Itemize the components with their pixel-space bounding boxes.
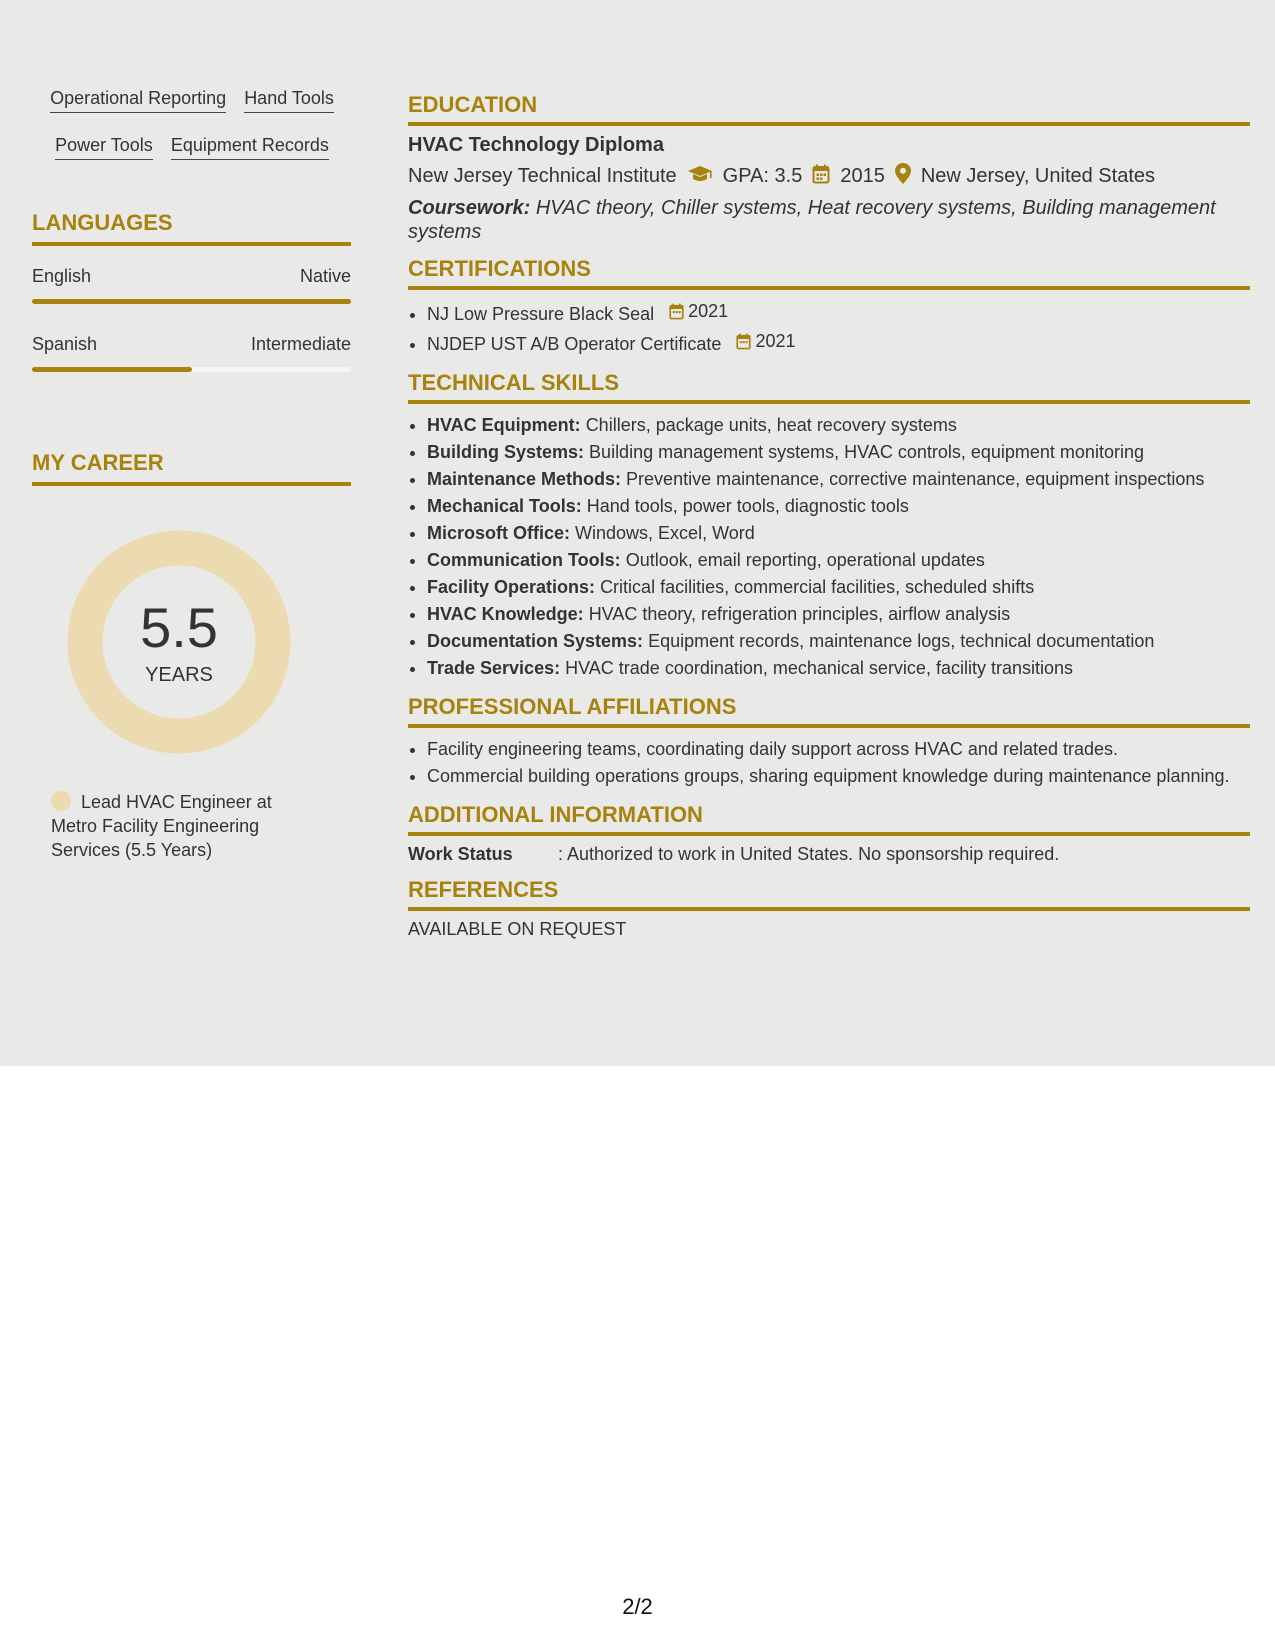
gpa: GPA: 3.5 xyxy=(722,165,803,187)
career-years-unit: YEARS xyxy=(145,664,213,686)
skill-text: Preventive maintenance, corrective maintenance, equipment inspections xyxy=(626,469,1205,489)
degree-title: HVAC Technology Diploma xyxy=(408,134,664,156)
certification-item xyxy=(427,298,1250,328)
skill-tag: Power Tools xyxy=(55,135,153,160)
technical-skills-heading: TECHNICAL SKILLS xyxy=(408,370,1250,404)
skill-label: Mechanical Tools: xyxy=(427,496,582,516)
skill-label: Communication Tools: xyxy=(427,550,621,570)
work-status-value: : Authorized to work in United States. No sponsorship required. xyxy=(558,844,1060,864)
education-meta xyxy=(408,163,1250,190)
tag-row xyxy=(42,135,342,160)
skill-item xyxy=(427,520,1250,547)
skill-text: Building management systems, HVAC controls, equipment monitoring xyxy=(589,442,1144,462)
skill-tag: Equipment Records xyxy=(171,135,329,160)
skill-text: Outlook, email reporting, operational updates xyxy=(625,550,985,570)
education-section xyxy=(408,92,1250,244)
skill-item xyxy=(427,412,1250,439)
affiliation-item: • Facility engineering teams, coordinating daily support across HVAC and related trades. xyxy=(427,736,1250,763)
certification-item xyxy=(427,328,1250,358)
skill-label: HVAC Knowledge: xyxy=(427,604,584,624)
calendar-icon xyxy=(736,333,751,350)
career-section xyxy=(32,450,351,860)
coursework xyxy=(408,196,1250,244)
technical-skills-list xyxy=(408,412,1250,682)
skill-item xyxy=(427,574,1250,601)
skill-text: Equipment records, maintenance logs, technical documentation xyxy=(648,631,1155,651)
language-item xyxy=(32,266,351,304)
certification-year: 2021 xyxy=(755,331,796,351)
education-location: New Jersey, United States xyxy=(920,165,1155,187)
certification-year: 2021 xyxy=(688,301,729,321)
skill-label: HVAC Equipment: xyxy=(427,415,581,435)
career-years-value: 5.5 xyxy=(140,596,218,659)
languages-heading: LANGUAGES xyxy=(32,210,351,246)
affiliations-section xyxy=(408,694,1250,790)
skill-text: Hand tools, power tools, diagnostic tools xyxy=(586,496,909,516)
certifications-list xyxy=(408,298,1250,358)
skill-text: Critical facilities, commercial facilities, scheduled shifts xyxy=(600,577,1035,597)
certifications-section xyxy=(408,256,1250,358)
language-bar-fill xyxy=(32,299,351,304)
calendar-icon xyxy=(812,164,830,190)
page-number: 2/2 xyxy=(622,1594,653,1619)
language-item xyxy=(32,334,351,372)
skill-text: HVAC theory, refrigeration principles, airflow analysis xyxy=(588,604,1011,624)
affiliations-heading: PROFESSIONAL AFFILIATIONS xyxy=(408,694,1250,728)
certification-name: NJ Low Pressure Black Seal xyxy=(427,304,655,324)
technical-skills-section xyxy=(408,370,1250,682)
skill-item xyxy=(427,601,1250,628)
skill-item xyxy=(427,466,1250,493)
work-status-row xyxy=(408,844,1250,865)
references-heading: REFERENCES xyxy=(408,877,1250,911)
skill-item xyxy=(427,547,1250,574)
language-bar xyxy=(32,299,351,304)
skill-label: Building Systems: xyxy=(427,442,585,462)
career-years-donut xyxy=(67,530,291,754)
language-bar-fill xyxy=(32,367,192,372)
affiliations-list xyxy=(408,736,1250,790)
skill-text: HVAC trade coordination, mechanical service, facility transitions xyxy=(565,658,1073,678)
additional-info-heading: ADDITIONAL INFORMATION xyxy=(408,802,1250,836)
career-entry xyxy=(51,790,311,862)
education-heading: EDUCATION xyxy=(408,92,1250,126)
skill-item xyxy=(427,628,1250,655)
language-name: Spanish xyxy=(32,334,98,354)
graduation-cap-icon xyxy=(687,164,713,190)
affiliation-item: • Commercial building operations groups, sharing equipment knowledge during maintenance planning. xyxy=(427,763,1250,790)
references-text: AVAILABLE ON REQUEST xyxy=(408,919,627,939)
skill-label: Facility Operations: xyxy=(427,577,596,597)
skill-text: Windows, Excel, Word xyxy=(575,523,755,543)
tag-row xyxy=(42,88,342,113)
skill-item xyxy=(427,493,1250,520)
language-level: Native xyxy=(299,266,351,286)
career-heading: MY CAREER xyxy=(32,450,351,486)
career-entry-text: Lead HVAC Engineer at Metro Facility Engineering Services (5.5 Years) xyxy=(51,792,272,860)
calendar-icon xyxy=(669,303,684,320)
certification-date xyxy=(736,328,795,355)
language-bar xyxy=(32,367,351,372)
certification-date xyxy=(669,298,728,325)
skill-tag: Hand Tools xyxy=(244,88,334,113)
skill-label: Documentation Systems: xyxy=(427,631,644,651)
skill-label: Maintenance Methods: xyxy=(427,469,622,489)
skill-label: Microsoft Office: xyxy=(427,523,571,543)
career-dot-icon xyxy=(51,791,71,811)
coursework-label: Coursework: xyxy=(408,197,531,219)
languages-section xyxy=(32,210,351,372)
skill-tags xyxy=(42,88,342,182)
work-status-label: Work Status xyxy=(408,844,513,864)
language-name: English xyxy=(32,266,92,286)
skill-text: Chillers, package units, heat recovery systems xyxy=(585,415,957,435)
graduation-year: 2015 xyxy=(840,165,885,187)
skill-tag: Operational Reporting xyxy=(50,88,226,113)
certifications-heading: CERTIFICATIONS xyxy=(408,256,1250,290)
map-pin-icon xyxy=(895,163,911,190)
references-section xyxy=(408,877,1250,940)
institution-name: New Jersey Technical Institute xyxy=(408,165,677,187)
certification-name: NJDEP UST A/B Operator Certificate xyxy=(427,334,722,354)
skill-item xyxy=(427,655,1250,682)
skill-item xyxy=(427,439,1250,466)
language-level: Intermediate xyxy=(250,334,351,354)
additional-info-section xyxy=(408,802,1250,865)
coursework-text: HVAC theory, Chiller systems, Heat recovery systems, Building management systems xyxy=(408,197,1216,243)
skill-label: Trade Services: xyxy=(427,658,561,678)
right-column xyxy=(408,92,1250,952)
